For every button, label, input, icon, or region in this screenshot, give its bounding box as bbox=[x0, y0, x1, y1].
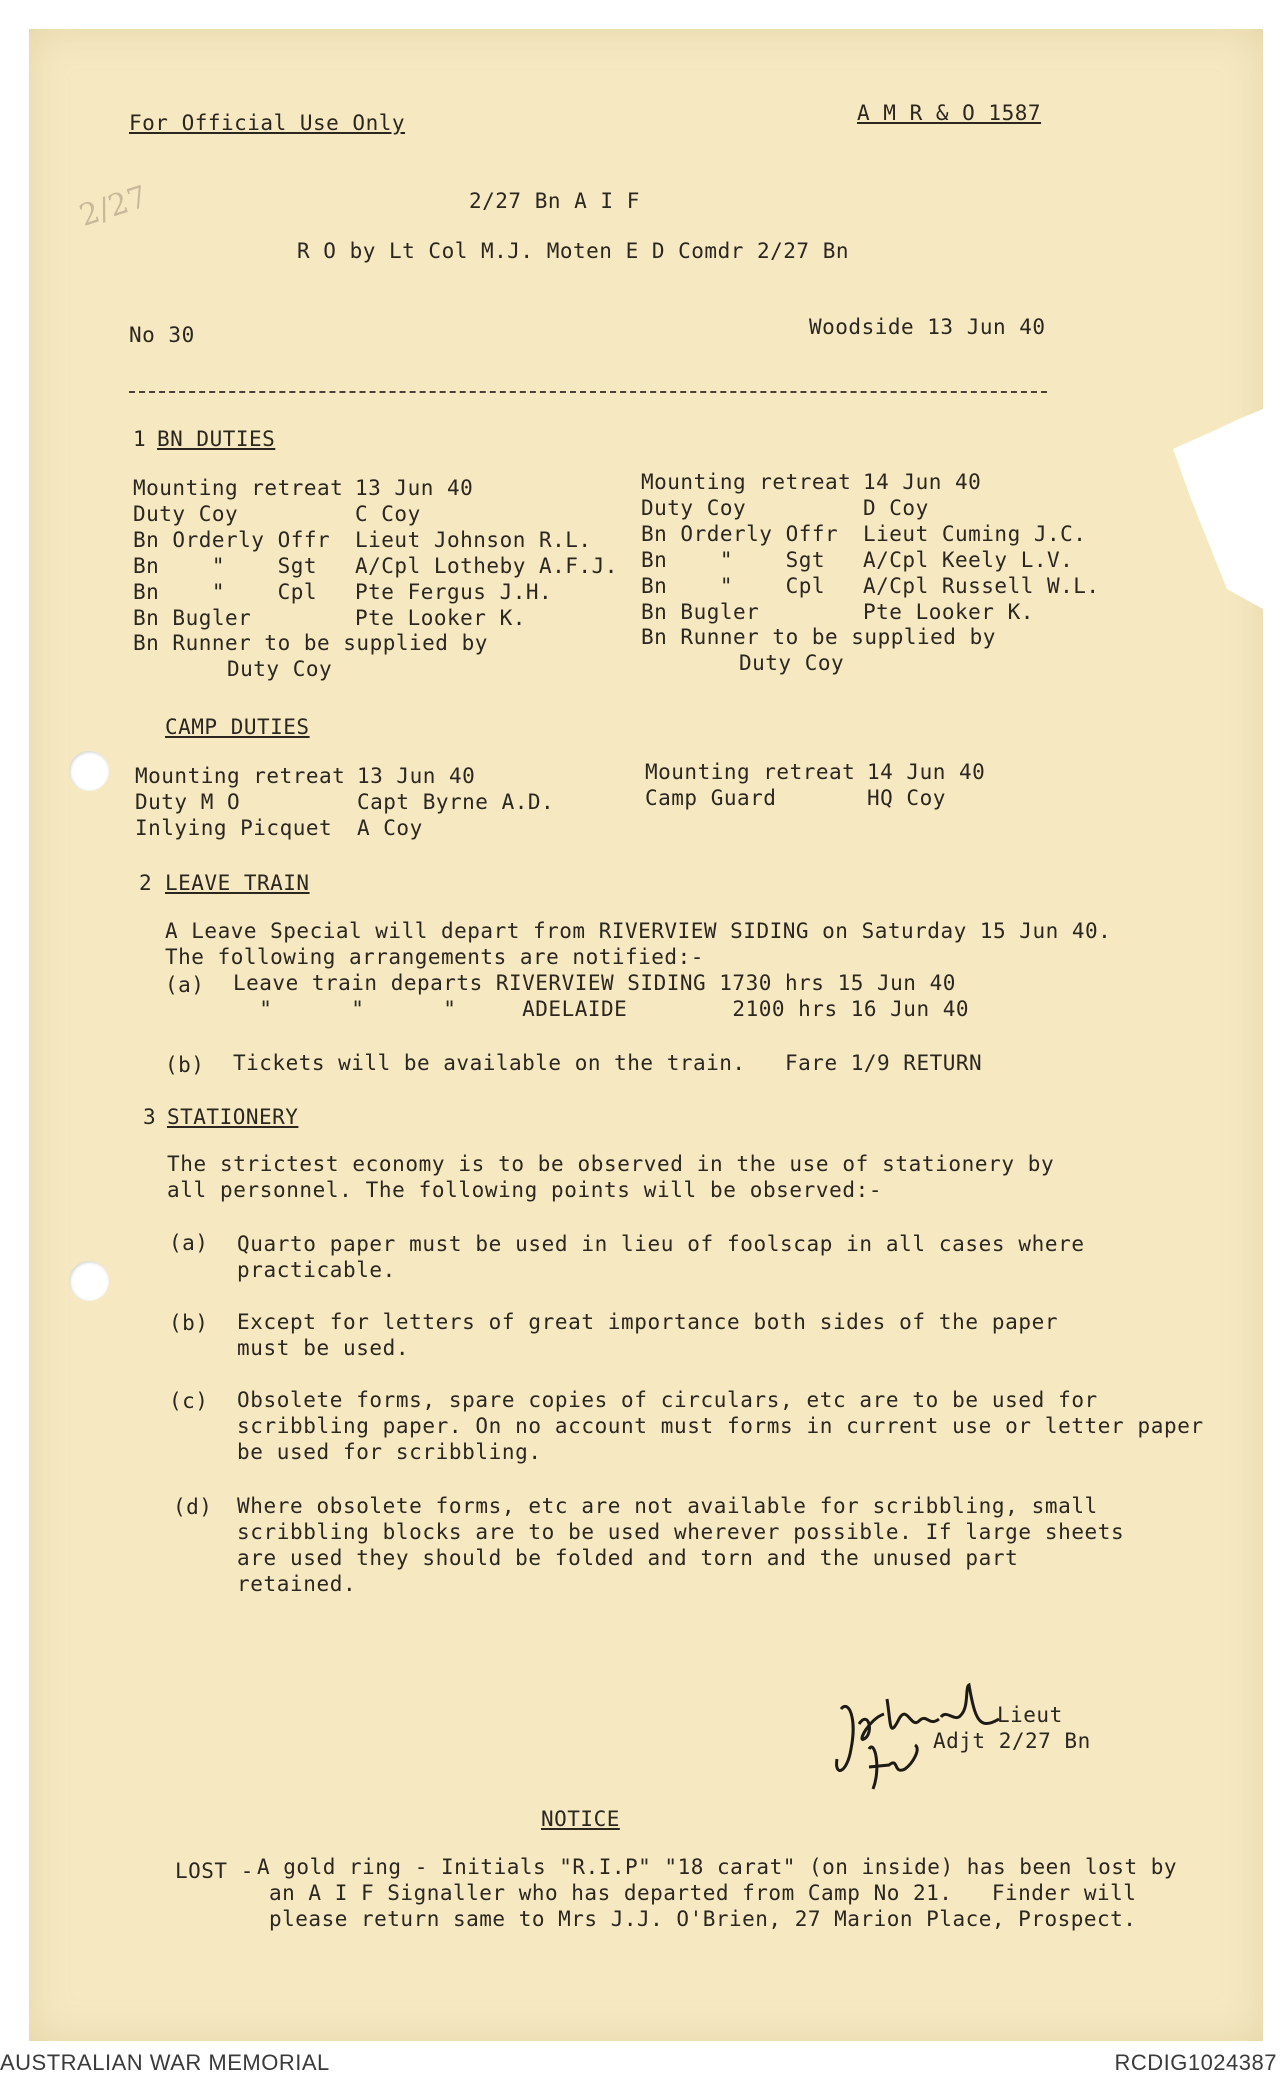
notice-line-2: an A I F Signaller who has departed from Camp No 21. Finder will bbox=[269, 1881, 1137, 1905]
camp-duties-right bbox=[645, 759, 1127, 811]
duty-value: Lieut Johnson R.L. bbox=[355, 528, 592, 552]
bn-duties-right bbox=[641, 469, 1143, 625]
duty-value: Pte Looker K. bbox=[863, 600, 1034, 624]
orders-by: R O by Lt Col M.J. Moten E D Comdr 2/27 Bn bbox=[297, 239, 850, 263]
leave-train-a-label: (a) bbox=[165, 973, 205, 997]
duty-value: A/Cpl Lotheby A.F.J. bbox=[355, 554, 618, 578]
duty-label: Camp Guard bbox=[645, 786, 777, 810]
leave-train-b-text: Tickets will be available on the train. Fare 1/9 RETURN bbox=[233, 1051, 983, 1075]
bn-runner-right-coy: Duty Coy bbox=[739, 651, 845, 675]
order-number: No 30 bbox=[129, 323, 195, 347]
leave-train-a-line-2: " " " ADELAIDE 2100 hrs 16 Jun 40 bbox=[233, 997, 970, 1021]
duty-label: Bn " Sgt bbox=[641, 548, 826, 572]
duty-value: Capt Byrne A.D. bbox=[357, 790, 555, 814]
duty-label: Mounting retreat bbox=[135, 764, 346, 788]
document-sheet bbox=[29, 29, 1263, 2041]
leave-train-a-line-1: Leave train departs RIVERVIEW SIDING 1730 hrs 15 Jun 40 bbox=[233, 971, 956, 995]
punch-hole-top bbox=[69, 751, 109, 791]
notice-lead: LOST - bbox=[175, 1859, 254, 1883]
signatory-appointment: Adjt 2/27 Bn bbox=[933, 1729, 1091, 1753]
duty-value: 13 Jun 40 bbox=[357, 764, 476, 788]
section-3-heading: STATIONERY bbox=[167, 1105, 299, 1129]
duty-label: Duty Coy bbox=[641, 496, 747, 520]
duty-value: Pte Fergus J.H. bbox=[355, 580, 553, 604]
header-rule bbox=[129, 391, 1047, 393]
bn-runner-left: Bn Runner to be supplied by bbox=[133, 631, 488, 655]
duty-label: Bn Orderly Offr bbox=[133, 528, 331, 552]
camp-duties-heading: CAMP DUTIES bbox=[165, 715, 310, 739]
duty-value: Lieut Cuming J.C. bbox=[863, 522, 1087, 546]
stationery-intro: The strictest economy is to be observed in the use of stationery by all personnel. The following points will be observed:- bbox=[167, 1152, 1055, 1202]
place-date: Woodside 13 Jun 40 bbox=[809, 315, 1046, 339]
stationery-b-text: Except for letters of great importance both sides of the paper must be used. bbox=[237, 1310, 1059, 1360]
notice-line-1: A gold ring - Initials "R.I.P" "18 carat" (on inside) has been lost by bbox=[257, 1855, 1178, 1879]
duty-label: Duty M O bbox=[135, 790, 241, 814]
punch-hole-bottom bbox=[69, 1261, 109, 1301]
duty-value: Pte Looker K. bbox=[355, 606, 526, 630]
leave-train-b-label: (b) bbox=[165, 1053, 205, 1077]
notice-line-3: please return same to Mrs J.J. O'Brien, 27 Marion Place, Prospect. bbox=[269, 1907, 1137, 1931]
section-2-heading: LEAVE TRAIN bbox=[165, 871, 310, 895]
notice-heading: NOTICE bbox=[541, 1807, 620, 1831]
duty-label: Bn " Sgt bbox=[133, 554, 318, 578]
duty-label: Mounting retreat bbox=[133, 476, 344, 500]
stationery-a-text: Quarto paper must be used in lieu of foolscap in all cases where practicable. bbox=[237, 1232, 1085, 1282]
archive-reference: RCDIG1024387 bbox=[1114, 2050, 1277, 2075]
section-1-number: 1 bbox=[133, 427, 147, 451]
duty-label: Bn " Cpl bbox=[641, 574, 826, 598]
bn-runner-right: Bn Runner to be supplied by bbox=[641, 625, 996, 649]
stationery-d-label: (d) bbox=[173, 1495, 213, 1519]
camp-duties-left bbox=[135, 763, 617, 841]
torn-corner bbox=[1143, 409, 1263, 609]
bn-runner-left-coy: Duty Coy bbox=[227, 657, 333, 681]
stationery-b-label: (b) bbox=[169, 1311, 209, 1335]
duty-value: C Coy bbox=[355, 502, 421, 526]
margin-note: 2/27 bbox=[75, 179, 153, 234]
duty-label: Bn Orderly Offr bbox=[641, 522, 839, 546]
duty-value: 14 Jun 40 bbox=[863, 470, 982, 494]
duty-value: A/Cpl Russell W.L. bbox=[863, 574, 1100, 598]
duty-label: Bn Bugler bbox=[133, 606, 252, 630]
duty-value: A/Cpl Keely L.V. bbox=[863, 548, 1074, 572]
duty-value: 14 Jun 40 bbox=[867, 760, 986, 784]
duty-value: D Coy bbox=[863, 496, 929, 520]
duty-label: Mounting retreat bbox=[645, 760, 856, 784]
leave-train-line-1: A Leave Special will depart from RIVERVIEW SIDING on Saturday 15 Jun 40. bbox=[165, 919, 1112, 943]
official-use-label: For Official Use Only bbox=[129, 111, 406, 135]
duty-value: HQ Coy bbox=[867, 786, 946, 810]
signatory-rank: Lieut bbox=[997, 1703, 1063, 1727]
duty-value: 13 Jun 40 bbox=[355, 476, 474, 500]
section-2-number: 2 bbox=[139, 871, 153, 895]
leave-train-line-2: The following arrangements are notified:- bbox=[165, 945, 704, 969]
reference-number: A M R & O 1587 bbox=[857, 101, 1042, 125]
stationery-a-label: (a) bbox=[169, 1231, 209, 1255]
bn-duties-left bbox=[133, 475, 635, 631]
duty-label: Bn Bugler bbox=[641, 600, 760, 624]
stationery-c-text: Obsolete forms, spare copies of circulars, etc are to be used for scribbling paper. On no account must forms in current use or letter paper be used for scribbling. bbox=[237, 1388, 1204, 1464]
stationery-d-text: Where obsolete forms, etc are not available for scribbling, small scribbling blocks are to be used wherever possible. If large sheets are used they should be folded and torn and the unused part retained. bbox=[237, 1494, 1125, 1596]
duty-label: Inlying Picquet bbox=[135, 816, 333, 840]
archive-credit: AUSTRALIAN WAR MEMORIAL bbox=[0, 2050, 330, 2075]
section-1-heading: BN DUTIES bbox=[157, 427, 276, 451]
duty-label: Mounting retreat bbox=[641, 470, 852, 494]
duty-label: Bn " Cpl bbox=[133, 580, 318, 604]
duty-label: Duty Coy bbox=[133, 502, 239, 526]
duty-value: A Coy bbox=[357, 816, 423, 840]
stationery-c-label: (c) bbox=[169, 1389, 209, 1413]
unit-title: 2/27 Bn A I F bbox=[469, 189, 640, 213]
section-3-number: 3 bbox=[143, 1105, 157, 1129]
